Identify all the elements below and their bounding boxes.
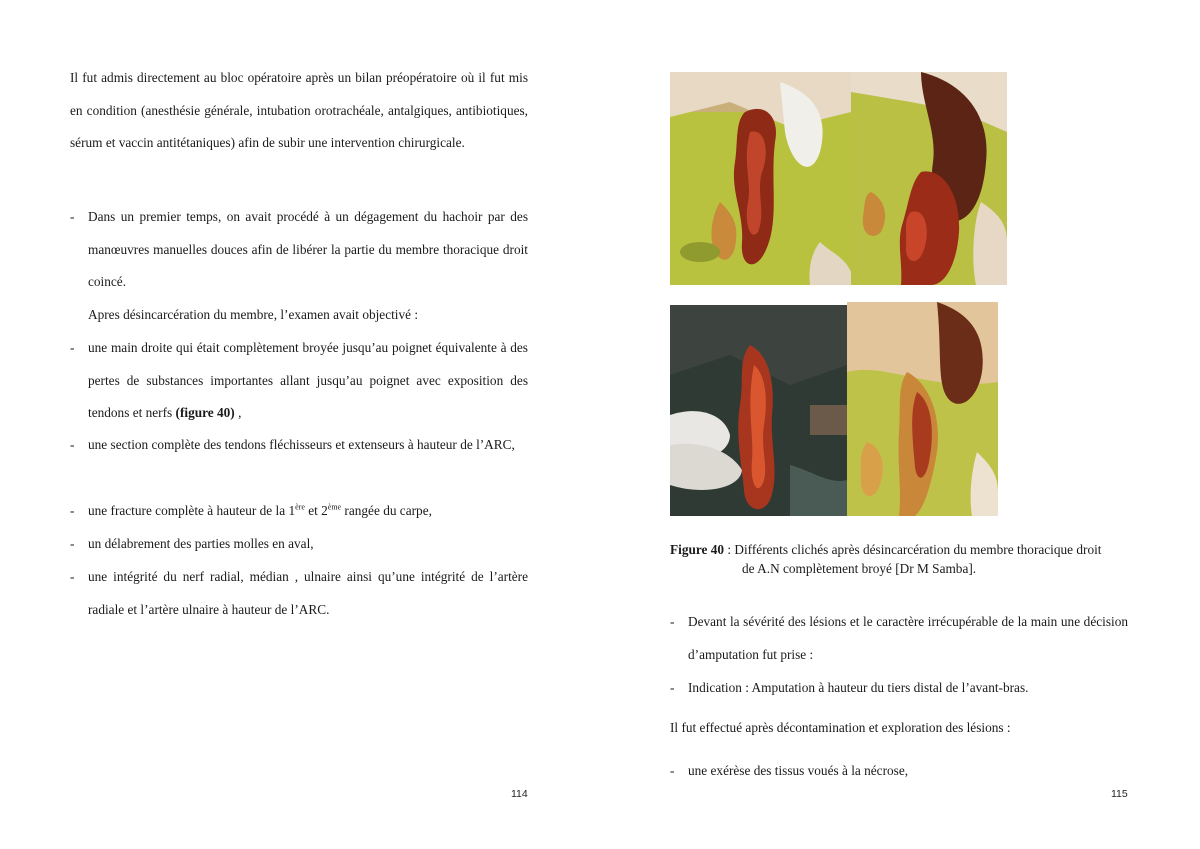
- exam-intro: Apres désincarcération du membre, l’examen avait objectivé :: [88, 307, 419, 322]
- intro-paragraph: Il fut admis directement au bloc opératoire après un bilan préopératoire où il fut mis en condition (anesthésie générale, intubation orotrachéale, antalgiques, antibiotiques, sérum et vaccin antitétaniques) afin de subir une intervention chirurgicale.: [70, 70, 528, 151]
- clinical-photo-2: [851, 72, 1007, 285]
- clinical-photo-1: [670, 72, 851, 285]
- bullet-dash: -: [670, 680, 675, 695]
- figure-label: Figure 40: [670, 542, 725, 557]
- list-item-tendons: une section complète des tendons fléchisseurs et extenseurs à hauteur de l’ARC,: [88, 437, 515, 452]
- bullet-dash: -: [70, 340, 75, 355]
- figure-caption: [670, 541, 1140, 578]
- right-page: [600, 0, 1200, 849]
- figure-caption-line-1: : Différents clichés après désincarcération du membre thoracique droit: [724, 542, 1102, 557]
- list-item-indication: Indication : Amputation à hauteur du tiers distal de l’avant-bras.: [688, 680, 1029, 695]
- superscript-second: ème: [327, 502, 342, 512]
- list-item-integrity: une intégrité du nerf radial, médian , ulnaire ainsi qu’une intégrité de l’artère radiale et l’artère ulnaire à hauteur de l’ARC.: [88, 569, 528, 617]
- bullet-dash: -: [70, 503, 75, 518]
- fracture-text-b: et 2: [304, 503, 328, 518]
- bullet-dash: -: [670, 614, 675, 629]
- list-item-release: Dans un premier temps, on avait procédé à un dégagement du hachoir par des manœuvres manuelles douces afin de libérer la partie du membre thoracique droit coincé.: [88, 209, 528, 290]
- clinical-photo-4: [847, 302, 998, 516]
- figure-reference: (figure 40): [175, 405, 235, 421]
- bullet-dash: -: [70, 569, 75, 584]
- superscript-first: ère: [295, 502, 305, 512]
- fracture-text-a: une fracture complète à hauteur de la 1: [88, 503, 296, 518]
- list-item-hand-text: une main droite qui était complètement broyée jusqu’au poignet équivalente à des pertes de substances importantes allant jusqu’au poignet avec exposition des tendons et nerfs: [88, 340, 528, 421]
- list-item-decision: Devant la sévérité des lésions et le caractère irrécupérable de la main une décision d’amputation fut prise :: [688, 614, 1128, 662]
- page-number: 115: [1111, 788, 1128, 800]
- clinical-photo-3: [670, 305, 847, 516]
- list-item-soft-tissue: un délabrement des parties molles en aval,: [88, 536, 314, 551]
- list-item-hand: [88, 332, 528, 430]
- list-item-fracture: [88, 495, 528, 528]
- bullet-dash: -: [670, 763, 675, 778]
- bullet-dash: -: [70, 437, 75, 452]
- bullet-dash: -: [70, 536, 75, 551]
- bullet-dash: -: [70, 209, 75, 224]
- page-number: 114: [511, 788, 528, 800]
- list-item-excision: une exérèse des tissus voués à la nécrose,: [688, 763, 909, 778]
- procedure-paragraph: Il fut effectué après décontamination et exploration des lésions :: [670, 720, 1011, 735]
- figure-caption-line-2: de A.N complètement broyé [Dr M Samba].: [742, 560, 977, 576]
- list-item-hand-tail: ,: [234, 405, 242, 421]
- fracture-text-c: rangée du carpe,: [341, 503, 432, 518]
